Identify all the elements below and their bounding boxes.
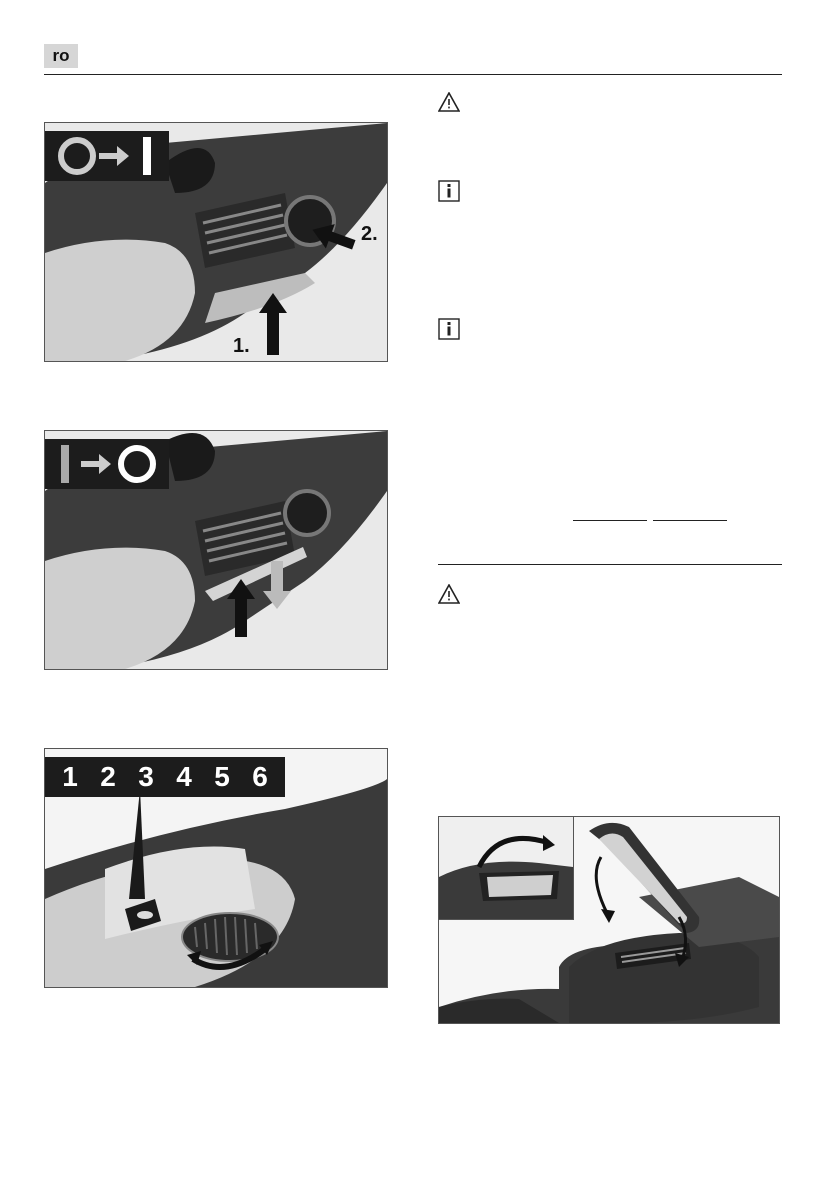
speed-level-label: 6	[252, 761, 268, 792]
switch-on-symbol-graphic	[45, 131, 169, 181]
language-badge: ro	[44, 44, 78, 68]
warning-icon	[438, 584, 460, 604]
figure-switch-on	[44, 122, 388, 362]
speed-levels-panel	[45, 757, 285, 797]
underline-mark	[573, 520, 647, 521]
step-1-label: 1.	[233, 335, 250, 357]
figure-speed-wheel	[44, 748, 388, 988]
info-icon	[438, 318, 460, 340]
header-rule	[44, 74, 782, 75]
dust-filter-inset	[439, 817, 574, 920]
speed-level-label: 3	[138, 761, 154, 792]
switch-off-symbol-graphic	[45, 439, 169, 489]
underline-mark	[653, 520, 727, 521]
speed-level-label: 1	[62, 761, 78, 792]
speed-level-label: 2	[100, 761, 116, 792]
info-icon	[438, 180, 460, 202]
step-2-label: 2.	[361, 223, 378, 245]
speed-level-label: 5	[214, 761, 230, 792]
speed-level-label: 4	[176, 761, 192, 792]
section-divider	[438, 564, 782, 565]
figure-switch-off	[44, 430, 388, 670]
figure-dust-filter	[438, 816, 780, 1024]
warning-icon	[438, 92, 460, 112]
